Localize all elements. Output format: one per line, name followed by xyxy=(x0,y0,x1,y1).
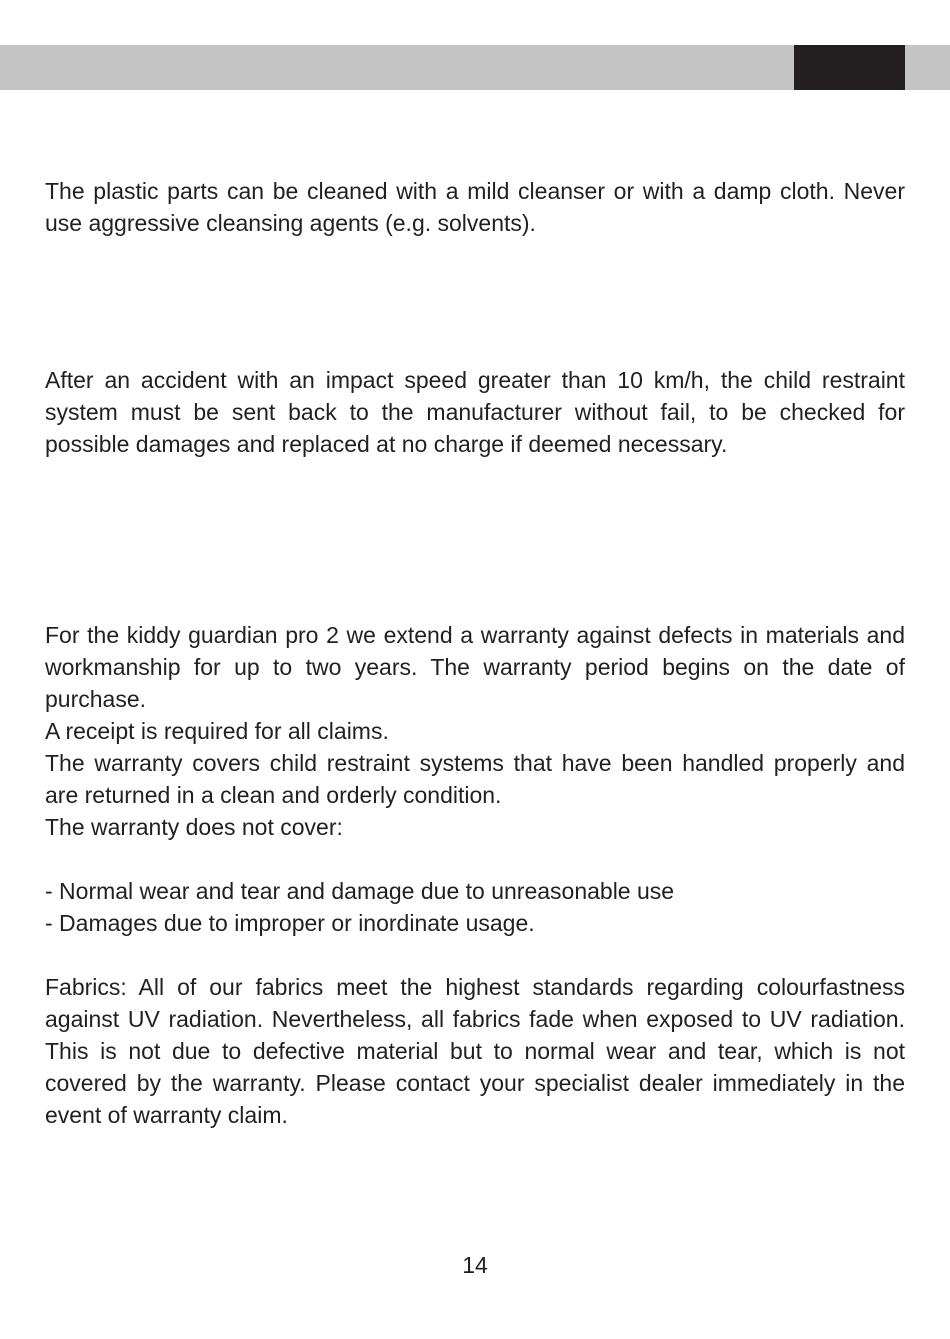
warranty-section xyxy=(45,619,905,1131)
warranty-receipt-line: A receipt is required for all claims. xyxy=(45,718,389,744)
warranty-not-cover-heading: The warranty does not cover: xyxy=(45,814,343,840)
exclusion-list-item: - Damages due to improper or inordinate usage. xyxy=(45,910,535,936)
cleaning-paragraph: The plastic parts can be cleaned with a mild cleanser or with a damp cloth. Never use aggressive cleansing agents (e.g. solvents). xyxy=(45,178,905,236)
warranty-intro-paragraph: For the kiddy guardian pro 2 we extend a warranty against defects in materials and workmanship for up to two years. The warranty period begins on the date of purchase. xyxy=(45,622,905,712)
accident-paragraph: After an accident with an impact speed greater than 10 km/h, the child restraint system must be sent back to the manufacturer without fail, to be checked for possible damages and replaced at no charge if deemed necessary. xyxy=(45,367,905,457)
cleaning-section xyxy=(45,175,905,239)
exclusion-list-item: - Normal wear and tear and damage due to unreasonable use xyxy=(45,878,675,904)
spacer xyxy=(45,939,905,971)
page-number: 14 xyxy=(462,1252,488,1278)
warranty-coverage-paragraph: The warranty covers child restraint systems that have been handled properly and are returned in a clean and orderly condition. xyxy=(45,750,905,808)
fabrics-paragraph: Fabrics: All of our fabrics meet the highest standards regarding colourfastness against UV radiation. Nevertheless, all fabrics fade when exposed to UV radiation. This is not due to defective material but to normal wear and tear, which is not covered by the warranty. Please contact your specialist dealer immediately in the event of warranty claim. xyxy=(45,974,905,1128)
spacer xyxy=(45,843,905,875)
accident-section xyxy=(45,364,905,460)
header-tab-marker xyxy=(794,45,905,90)
